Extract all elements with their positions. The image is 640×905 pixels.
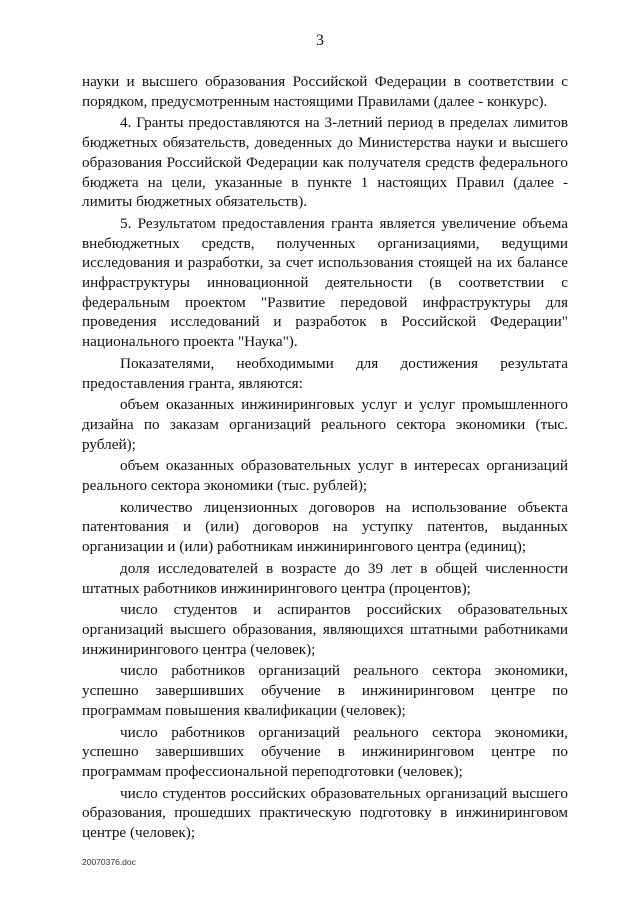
paragraph-continuation: науки и высшего образования Российской Федерации в соответствии с порядком, предусмотренным настоящими Правилами (далее - конкурс). bbox=[82, 73, 568, 110]
indicator-item: число работников организаций реального сектора экономики, успешно завершивших обучение в инжиниринговом центре по программам профессиональной переподготовки (человек); bbox=[82, 723, 568, 780]
page-number: 3 bbox=[316, 32, 324, 49]
document-body bbox=[82, 72, 568, 843]
indicator-item: количество лицензионных договоров на использование объекта патентования и (или) договоров на уступку патентов, выданных организации и (или) работникам инжинирингового центра (единиц); bbox=[82, 498, 568, 556]
indicator-item: число работников организаций реального сектора экономики, успешно завершивших обучение в инжиниринговом центре по программам повышения квалификации (человек); bbox=[82, 662, 568, 719]
paragraph-4-grant-period: 4. Гранты предоставляются на 3-летний период в пределах лимитов бюджетных обязательств, доведенных до Министерства науки и высшего образования Российской Федерации как получателя средств федерального бюджета на цели, указанные в пункте 1 настоящих Правил (далее - лимиты бюджетных обязательств). bbox=[82, 114, 568, 211]
paragraph-5-grant-result: 5. Результатом предоставления гранта является увеличение объема внебюджетных средств, полученных организациями, ведущими исследования и разработки, за счет использования стоящей на их балансе инфраструктуры инновационной деятельности (в соответствии с федеральным проектом "Развитие передовой инфраструктуры для проведения исследований и разработок в Российской Федерации" национального проекта "Наука"). bbox=[82, 214, 568, 351]
indicator-item: объем оказанных образовательных услуг в интересах организаций реального сектора экономики (тыс. рублей); bbox=[82, 457, 568, 495]
indicator-item: число студентов российских образовательных организаций высшего образования, прошедших практическую подготовку в инжиниринговом центре (человек); bbox=[82, 784, 568, 842]
indicator-item: число студентов и аспирантов российских образовательных организаций высшего образования, являющихся штатными работниками инжинирингового центра (человек); bbox=[82, 601, 568, 658]
indicator-item: объем оказанных инжиниринговых услуг и услуг промышленного дизайна по заказам организаций реального сектора экономики (тыс. рублей); bbox=[82, 396, 568, 453]
paragraph-indicators-intro: Показателями, необходимыми для достижения результата предоставления гранта, являются: bbox=[82, 354, 568, 392]
indicator-item: доля исследователей в возрасте до 39 лет в общей численности штатных работников инжинирингового центра (процентов); bbox=[82, 559, 568, 597]
document-footer-filename: 20070376.doc bbox=[82, 857, 136, 867]
